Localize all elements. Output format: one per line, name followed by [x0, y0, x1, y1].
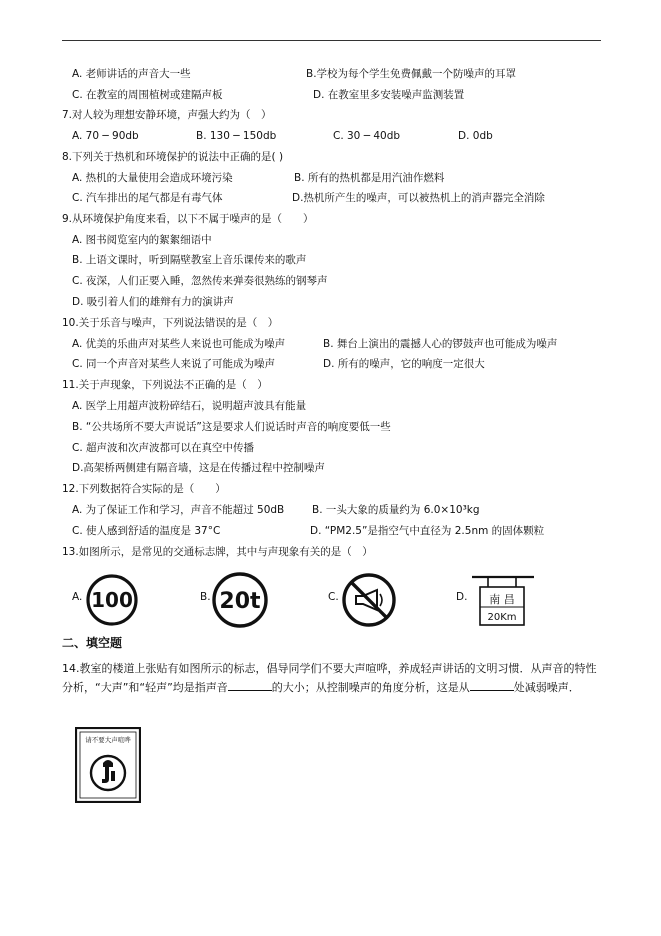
q12-option-a: A. 为了保证工作和学习，声音不能超过 50dB: [72, 504, 285, 516]
q13-label-d: D.: [456, 591, 468, 603]
q6-option-b: B.学校为每个学生免费佩戴一个防噪声的耳罩: [306, 68, 517, 80]
q8-option-b: B. 所有的热机都是用汽油作燃料: [294, 172, 445, 184]
q8-option-c: C. 汽车排出的尾气都是有毒气体: [72, 192, 223, 204]
q10-option-b: B. 舞台上演出的震撼人心的锣鼓声也可能成为噪声: [323, 338, 558, 350]
q9-option-c: C. 夜深，人们正要入睡，忽然传来弹奏很熟练的钢琴声: [72, 275, 328, 287]
sign-a-text: 100: [91, 588, 133, 612]
q14-part2: 的大小；从控制噪声的角度分析，这是从: [271, 681, 470, 694]
q11-stem: 11.关于声现象，下列说法不正确的是（ ）: [62, 379, 268, 391]
header-rule: [62, 40, 601, 41]
q10-option-c: C. 同一个声音对某些人来说了可能成为噪声: [72, 358, 276, 370]
no-honking-sign-icon: [341, 572, 397, 628]
q7-option-c: C. 30 ─ 40db: [333, 130, 401, 142]
q6-option-d: D. 在教室里多安装噪声监测装置: [313, 89, 465, 101]
sign-b-text: 20t: [219, 589, 261, 614]
q12-option-b: B. 一头大象的质量约为 6.0×10³kg: [312, 504, 480, 516]
q6-option-c: C. 在教室的周围植树或建隔声板: [72, 89, 223, 101]
q13-label-a: A.: [72, 591, 83, 603]
section-title: 二、填空题: [62, 636, 123, 650]
q7-option-a: A. 70 ─ 90db: [72, 130, 139, 142]
q7-option-b: B. 130 ─ 150db: [196, 130, 277, 142]
q7-stem: 7.对人较为理想安静环境，声强大约为（ ）: [62, 109, 272, 121]
q11-option-c: C. 超声波和次声波都可以在真空中传播: [72, 442, 255, 454]
q11-option-d: D.高架桥两侧建有隔音墙，这是在传播过程中控制噪声: [72, 462, 325, 474]
q8-option-a: A. 热机的大量使用会造成环境污染: [72, 172, 233, 184]
q14-text: [62, 660, 607, 697]
q13-label-c: C.: [328, 591, 339, 603]
q11-option-a: A. 医学上用超声波粉碎结石，说明超声波具有能量: [72, 400, 307, 412]
quiet-sign-text: 请不要大声喧哗: [85, 736, 131, 744]
sign-d-bottom-text: 20Km: [487, 612, 517, 623]
q14-blank-1: [228, 678, 272, 691]
q8-stem: 8.下列关于热机和环境保护的说法中正确的是( ): [62, 151, 284, 163]
q11-option-b: B. “公共场所不要大声说话”这是要求人们说话时声音的响度要低一些: [72, 421, 391, 433]
q9-option-b: B. 上语文课时，听到隔壁教室上音乐课传来的歌声: [72, 254, 307, 266]
q9-option-d: D. 吸引着人们的雄辩有力的演讲声: [72, 296, 234, 308]
q12-option-c: C. 使人感到舒适的温度是 37°C: [72, 525, 221, 537]
q13-label-b: B.: [200, 591, 211, 603]
sign-d-top-text: 南 昌: [489, 593, 515, 606]
quiet-please-sign-icon: [75, 727, 141, 803]
q7-option-d: D. 0db: [458, 130, 493, 142]
q6-option-a: A. 老师讲话的声音大一些: [72, 68, 191, 80]
weight-limit-sign-icon: [212, 572, 268, 628]
q10-stem: 10.关于乐音与噪声，下列说法错误的是（ ）: [62, 317, 279, 329]
q8-option-d: D.热机所产生的噪声，可以被热机上的消声器完全消除: [292, 192, 545, 204]
q14-blank-2: [470, 678, 514, 691]
road-distance-sign-icon: [470, 572, 536, 628]
q13-stem: 13.如图所示，是常见的交通标志牌，其中与声现象有关的是（ ）: [62, 546, 373, 558]
q10-option-a: A. 优美的乐曲声对某些人来说也可能成为噪声: [72, 338, 286, 350]
q14-part3: 处减弱噪声．: [513, 681, 580, 694]
q9-stem: 9.从环境保护角度来看，以下不属于噪声的是（ ）: [62, 213, 314, 225]
speed-limit-sign-icon: [86, 574, 138, 626]
q14-part1: 14.教室的楼道上张贴有如图所示的标志，倡导同学们不要大声喧哗，养成轻声讲话的文明习惯．从声音的特性分析，“大声”和“轻声”均是指声音: [62, 662, 597, 694]
q9-option-a: A. 图书阅览室内的絮絮细语中: [72, 234, 212, 246]
q10-option-d: D. 所有的噪声，它的响度一定很大: [323, 358, 485, 370]
q12-stem: 12.下列数据符合实际的是（ ）: [62, 483, 226, 495]
q12-option-d: D. “PM2.5”是指空气中直径为 2.5nm 的固体颗粒: [310, 525, 545, 537]
